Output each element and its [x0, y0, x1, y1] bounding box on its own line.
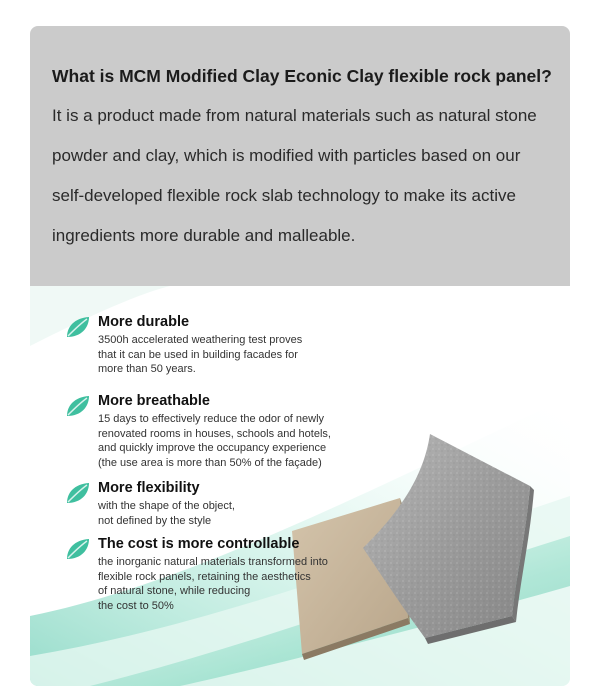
feature-item	[64, 479, 404, 528]
feature-item	[64, 392, 404, 470]
intro-section	[30, 26, 570, 286]
feature-item	[64, 535, 404, 613]
feature-description: 3500h accelerated weathering test proves that it can be used in building facades for more than 50 years.	[98, 334, 303, 375]
feature-description: 15 days to effectively reduce the odor of newly renovated rooms in houses, schools and hotels, and quickly improve the occupancy experience (the use area is more than 50% of the façade)	[98, 413, 331, 469]
feature-title: More breathable	[98, 393, 210, 409]
feature-item	[64, 313, 404, 377]
feature-title: The cost is more controllable	[98, 536, 300, 552]
leaf-icon	[64, 394, 92, 418]
leaf-icon	[64, 537, 92, 561]
leaf-icon	[64, 481, 92, 505]
product-card	[30, 26, 570, 686]
feature-description: with the shape of the object, not defined by the style	[98, 500, 235, 527]
intro-title: What is MCM Modified Clay Econic Clay flexible rock panel?	[52, 66, 552, 86]
feature-title: More durable	[98, 314, 190, 330]
feature-title: More flexibility	[98, 480, 200, 496]
intro-body: It is a product made from natural materials such as natural stone powder and clay, which is modified with particles based on our self-developed flexible rock slab technology to make its active ingredients more durable and malleable.	[52, 106, 537, 245]
features-section	[30, 286, 570, 686]
feature-description: the inorganic natural materials transformed into flexible rock panels, retaining the aesthetics of natural stone, while reducing the cost to 50%	[98, 556, 328, 612]
leaf-icon	[64, 315, 92, 339]
